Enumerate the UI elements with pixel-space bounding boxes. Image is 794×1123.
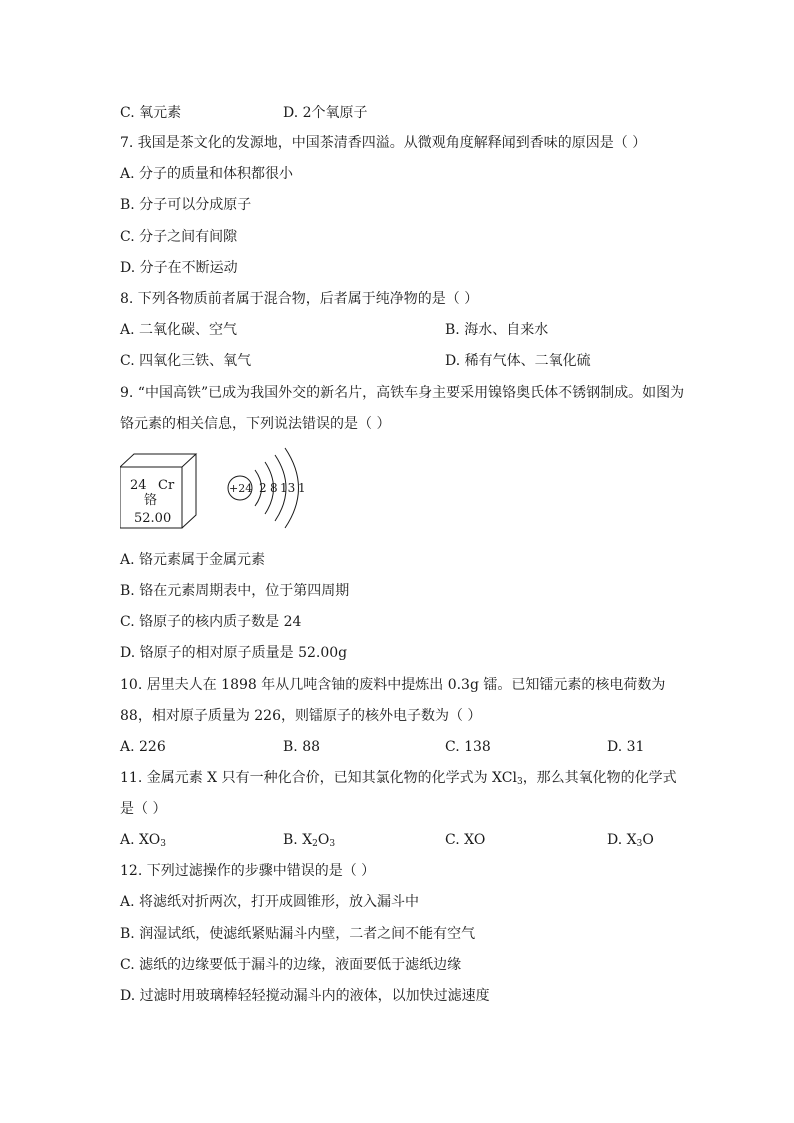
element-atomic-mass: 52.00 <box>134 511 172 526</box>
q11-stem-sub: 3 <box>516 777 523 787</box>
chromium-figure <box>120 440 320 532</box>
q9-option-a: A. 铬元素属于金属元素 <box>120 552 266 568</box>
q11-stem-line1 <box>120 769 677 787</box>
shell-1-electrons: 2 <box>259 481 267 495</box>
q10-option-b: B. 88 <box>283 739 321 755</box>
q8-option-a: A. 二氧化碳、空气 <box>120 322 238 338</box>
q8-stem: 8. 下列各物质前者属于混合物，后者属于纯净物的是（ ） <box>120 291 479 307</box>
nucleus-charge: +24 <box>229 482 253 495</box>
element-symbol: Cr <box>158 478 175 493</box>
shell-2-electrons: 8 <box>270 481 278 495</box>
q8-option-c: C. 四氧化三铁、氧气 <box>120 353 252 369</box>
q11-option-b-mid: O <box>317 832 330 848</box>
q12-option-a: A. 将滤纸对折两次，打开成圆锥形，放入漏斗中 <box>120 894 420 910</box>
q7-stem: 7. 我国是茶文化的发源地，中国茶清香四溢。从微观角度解释闻到香味的原因是（ ） <box>120 135 647 151</box>
q11-option-a-text: A. XO <box>120 832 161 848</box>
q7-option-a: A. 分子的质量和体积都很小 <box>120 166 294 182</box>
q7-option-d: D. 分子在不断运动 <box>120 260 238 276</box>
q11-option-d-post: O <box>642 832 654 848</box>
q7-option-b: B. 分子可以分成原子 <box>120 197 252 213</box>
q11-stem-line1-pre: 11. 金属元素 X 只有一种化合价，已知其氯化物的化学式为 XCl <box>120 770 517 786</box>
q8-option-d: D. 稀有气体、二氧化硫 <box>445 353 591 369</box>
q9-option-b: B. 铬在元素周期表中，位于第四周期 <box>120 583 350 599</box>
q12-option-b: B. 润湿试纸，使滤纸紧贴漏斗内壁，二者之间不能有空气 <box>120 926 476 942</box>
q8-option-b: B. 海水、自来水 <box>445 322 549 338</box>
q12-option-d: D. 过滤时用玻璃棒轻轻搅动漏斗内的液体，以加快过滤速度 <box>120 988 490 1004</box>
shell-3-electrons: 13 <box>280 481 296 495</box>
q11-option-b-text: B. X <box>283 832 313 848</box>
q11-stem-line2: 是（ ） <box>120 801 167 817</box>
q10-option-d: D. 31 <box>607 739 645 755</box>
q9-stem-line2: 铬元素的相关信息，下列说法错误的是（ ） <box>120 416 391 432</box>
q6-option-d: D. 2个氧原子 <box>283 105 368 121</box>
q11-option-b-sub1: 2 <box>312 839 318 849</box>
q11-stem-line1-post: ，那么其氧化物的化学式 <box>522 770 677 786</box>
q12-option-c: C. 滤纸的边缘要低于漏斗的边缘，液面要低于滤纸边缘 <box>120 957 462 973</box>
q9-stem-line1: 9. “中国高铁”已成为我国外交的新名片，高铁车身主要采用镍铬奥氏体不锈钢制成。如图为 <box>120 385 685 401</box>
q10-stem-line2: 88，相对原子质量为 226，则镭原子的核外电子数为（ ） <box>120 708 482 724</box>
q7-option-c: C. 分子之间有间隙 <box>120 229 238 245</box>
q11-option-c: C. XO <box>445 832 486 848</box>
q11-option-b-sub2: 3 <box>329 839 336 849</box>
q11-option-d-sub: 3 <box>636 839 643 849</box>
q11-option-a <box>120 831 166 849</box>
element-name: 铬 <box>144 493 158 508</box>
q10-stem-line1: 10. 居里夫人在 1898 年从几吨含铀的废料中提炼出 0.3g 镭。已知镭元素的核电荷数为 <box>120 677 666 693</box>
q11-option-a-sub: 3 <box>160 839 166 849</box>
q6-option-c: C. 氧元素 <box>120 105 182 121</box>
q10-option-a: A. 226 <box>120 739 166 755</box>
q9-option-c: C. 铬原子的核内质子数是 24 <box>120 614 302 630</box>
q10-option-c: C. 138 <box>445 739 491 755</box>
q11-option-d <box>607 831 654 849</box>
q11-option-d-text: D. X <box>607 832 637 848</box>
q11-option-b <box>283 831 335 849</box>
q12-stem: 12. 下列过滤操作的步骤中错误的是（ ） <box>120 863 376 879</box>
q9-option-d: D. 铬原子的相对原子质量是 52.00g <box>120 645 348 661</box>
shell-4-electrons: 1 <box>298 481 306 495</box>
element-atomic-number: 24 <box>130 478 147 493</box>
